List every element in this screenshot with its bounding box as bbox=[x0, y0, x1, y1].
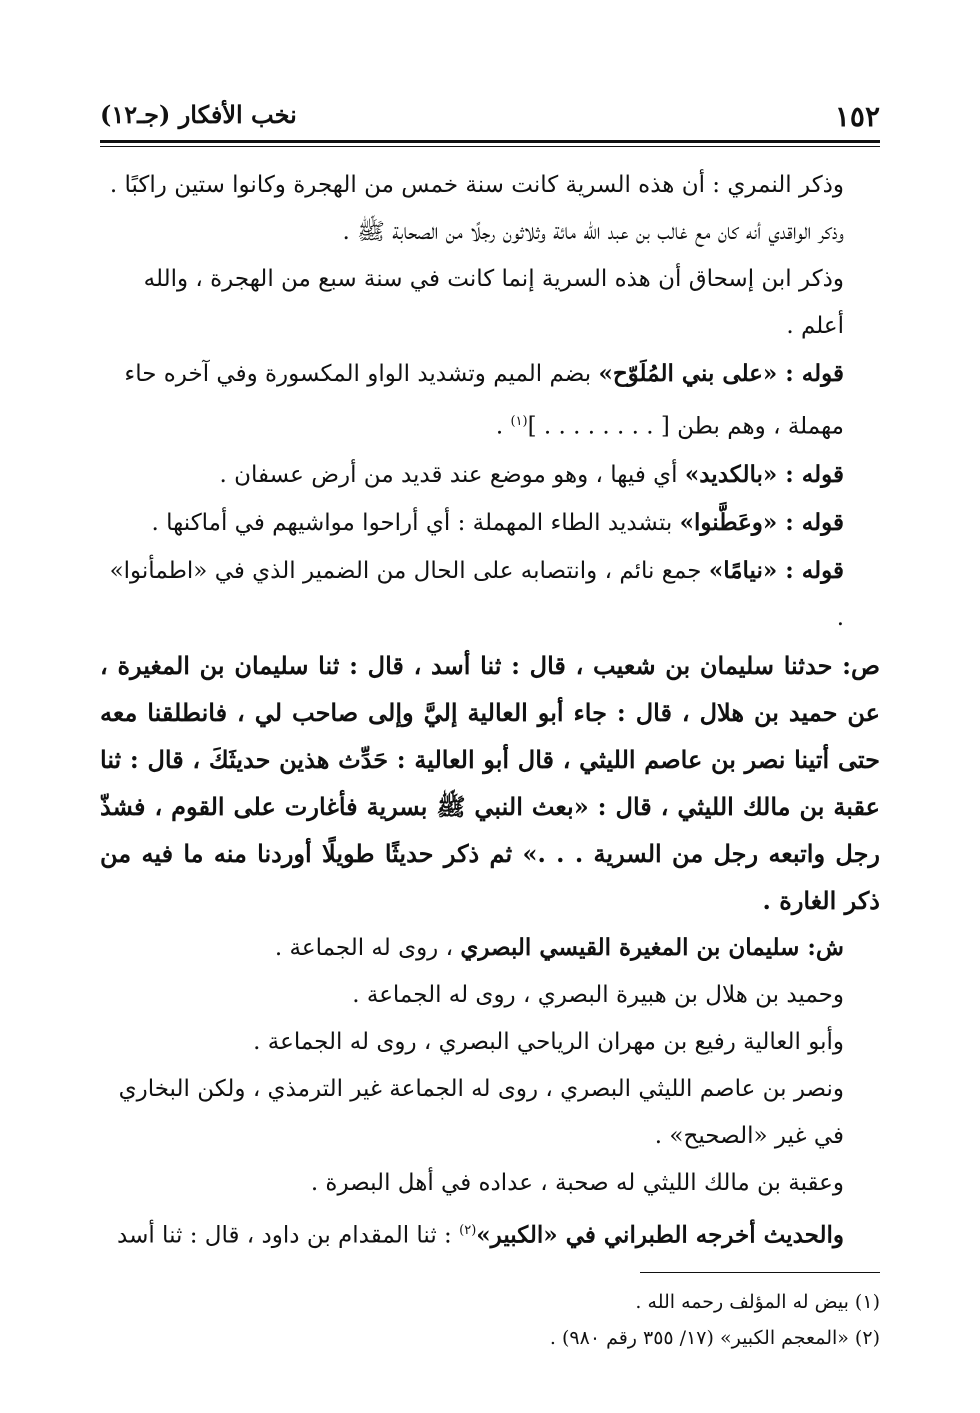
lemma: قوله : «على بني المُلَوّح» bbox=[598, 360, 844, 387]
paragraph: وذكر ابن إسحاق أن هذه السرية إنما كانت في سنة سبع من الهجرة ، والله أعلم . bbox=[143, 266, 844, 339]
commentary: جمع نائم ، وانتصابه على الحال من الضمير الذي في «اطمأنوا» . bbox=[109, 557, 844, 631]
footnote-2: (٢) «المعجم الكبير» (١٧/ ٣٥٥ رقم ٩٨٠) . bbox=[549, 1327, 880, 1349]
page-number: ١٥٢ bbox=[834, 100, 880, 133]
lemma: قوله : «بالكديد» bbox=[684, 460, 844, 488]
page-header bbox=[100, 94, 880, 138]
lemma: قوله : «نيامًا» bbox=[708, 556, 844, 584]
hadith-text: ص: حدثنا سليمان بن شعيب ، قال : ثنا أسد ، قال : ثنا سليمان بن المغيرة ، عن حميد بن هلال ، قال : جاء أبو العالية إليَّ وإلى صاحب لي ، فانطلقنا معه حتى أتينا نصر بن عاصم الليثي ، قال أبو العالية : حَدِّث هذين حديثَكَ ، قال : ثنا عقبة بن مالك الليثي ، قال : «بعث النبي ﷺ بسرية فأغارت على القوم ، فشذّ رجل واتبعه رجل من السرية . . .» ثم ذكر حديثًا طويلًا أوردنا منه ما فيه من ذكر الغارة . bbox=[100, 650, 881, 915]
lemma: قوله : «وعَطَّنوا» bbox=[679, 508, 844, 536]
paragraph bbox=[100, 451, 880, 499]
commentary: ، روى له الجماعة . bbox=[274, 934, 461, 961]
footnote-ref: (١) bbox=[510, 414, 528, 429]
paragraph bbox=[100, 350, 880, 451]
footnotes bbox=[100, 1284, 880, 1356]
paragraph bbox=[100, 1207, 880, 1260]
commentary: : ثنا المقدام بن داود ، قال : ثنا أسد bbox=[117, 1222, 460, 1249]
paragraph: وذكر النمري : أن هذه السرية كانت سنة خمس من الهجرة وكانوا ستين راكبًا . bbox=[109, 172, 844, 198]
paragraph: وعقبة بن مالك الليثي له صحبة ، عداده في أهل البصرة . bbox=[310, 1169, 844, 1196]
paragraph bbox=[100, 499, 880, 547]
header-rule-thin bbox=[100, 146, 880, 147]
footnote-rule bbox=[640, 1272, 880, 1273]
paragraph bbox=[100, 547, 880, 642]
footnote-1: (١) بيض له المؤلف رحمه الله . bbox=[635, 1291, 880, 1313]
paragraph: وأبو العالية رفيع بن مهران الرياحي البصري ، روى له الجماعة . bbox=[253, 1028, 844, 1055]
main-text bbox=[100, 162, 880, 1259]
commentary: بضم الميم وتشديد الواو المكسورة وفي آخره حاء مهملة ، وهم بطن [ . . . . . . . . ] bbox=[124, 361, 844, 440]
paragraph: وذكر الواقدي أنه كان مع غالب بن عبد الله مائة وثلاثون رجلًا من الصحابة ﷺ . bbox=[342, 219, 844, 245]
punct: . bbox=[495, 413, 511, 440]
paragraph: ونصر بن عاصم الليثي البصري ، روى له الجماعة غير الترمذي ، ولكن البخاري في غير «الصحيح» . bbox=[118, 1075, 844, 1149]
paragraph bbox=[100, 924, 880, 972]
footnote-ref: (٢) bbox=[459, 1222, 477, 1238]
commentary: أي فيها ، وهو موضع عند قديد من أرض عسفان . bbox=[219, 461, 685, 488]
paragraph: وحميد بن هلال بن هبيرة البصري ، روى له الجماعة . bbox=[352, 981, 844, 1008]
commentary: بتشديد الطاء المهملة : أي أراحوا مواشيهم في أماكنها . bbox=[151, 509, 680, 536]
running-title: نخب الأفكار (جـ١٢) bbox=[100, 100, 297, 129]
lemma: والحديث أخرجه الطبراني في «الكبير» bbox=[476, 1221, 844, 1249]
header-rule-thick bbox=[100, 140, 880, 143]
narrator-heading: ش: سليمان بن المغيرة القيسي البصري bbox=[460, 933, 844, 961]
